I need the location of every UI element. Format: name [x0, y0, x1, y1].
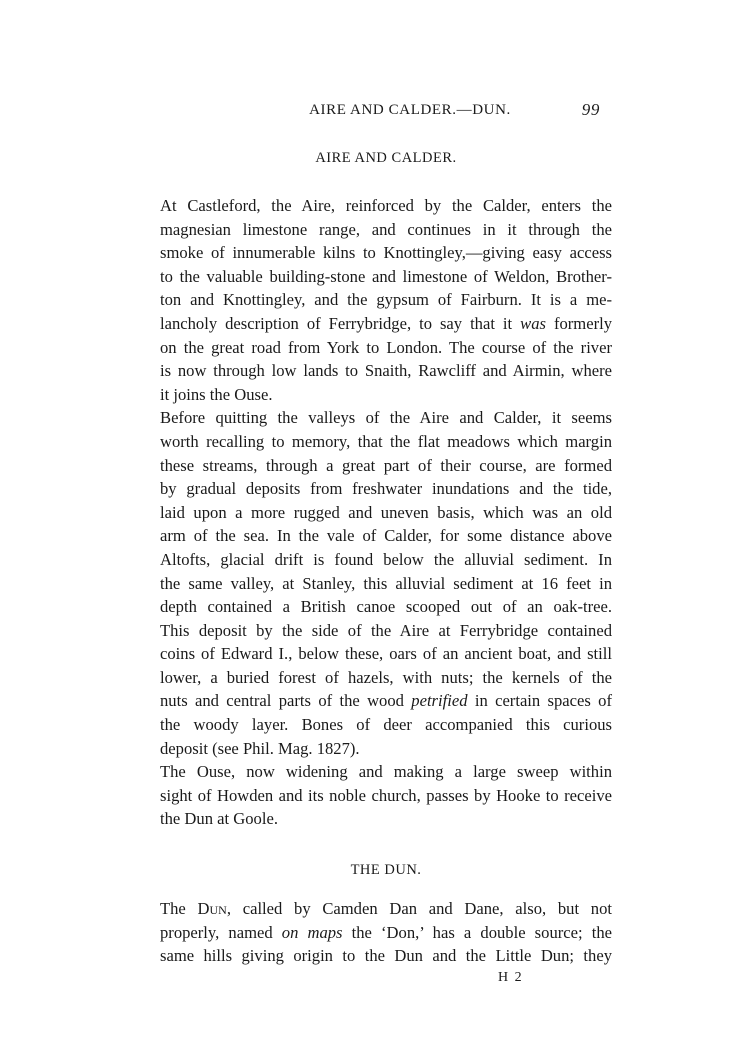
text-line: coins of Edward I., below these, oars of an ancient boat, and still	[160, 644, 612, 664]
text-line: At Castleford, the Aire, reinforced by the Calder, enters the	[160, 196, 612, 215]
text-line: worth recalling to memory, that the flat meadows which margin	[160, 431, 612, 451]
text-line: laid upon a more rugged and uneven basis, which was an old	[160, 502, 612, 522]
text-line: the Dun at Goole.	[160, 809, 278, 829]
text-line: these streams, through a great part of their course, are formed	[160, 455, 612, 475]
text-line: ton and Knottingley, and the gypsum of Fairburn. It is a me-	[160, 290, 612, 310]
text-line: is now through low lands to Snaith, Rawcliff and Airmin, where	[160, 361, 612, 381]
small-caps-dun: Dun	[197, 899, 227, 918]
text-line: lancholy description of Ferrybridge, to say that it was formerly	[160, 313, 613, 333]
text-line: by gradual deposits from freshwater inundations and the tide,	[160, 479, 612, 499]
text-line: Altofts, glacial drift is found below the alluvial sediment. In	[160, 549, 612, 569]
paragraph-valleys	[160, 406, 612, 760]
section-body-aire-and-calder	[160, 194, 612, 831]
text-line: to the valuable building-stone and limestone of Weldon, Brother-	[160, 266, 612, 286]
text-line: sight of Howden and its noble church, passes by Hooke to receive	[160, 785, 612, 805]
section-body-the-dun	[160, 897, 612, 968]
text-line: it joins the Ouse.	[160, 384, 273, 404]
paragraph-dun	[160, 897, 612, 968]
paragraph-castleford	[160, 194, 612, 406]
text-line: deposit (see Phil. Mag. 1827).	[160, 738, 360, 758]
text-line: depth contained a British canoe scooped out of an oak-tree.	[160, 597, 612, 617]
text-line: properly, named on maps the ‘Don,’ has a double source; the	[160, 922, 612, 942]
text-line: lower, a buried forest of hazels, with nuts; the kernels of the	[160, 667, 612, 687]
text-line: on the great road from York to London. The course of the river	[160, 337, 612, 357]
running-head	[150, 102, 600, 126]
text-line: arm of the sea. In the vale of Calder, for some distance above	[160, 526, 612, 546]
running-head-title: AIRE AND CALDER.—DUN.	[309, 102, 511, 118]
text-line: nuts and central parts of the wood petrified in certain spaces of	[160, 691, 612, 711]
signature-mark: H 2	[498, 970, 524, 985]
text-line: magnesian limestone range, and continues in it through the	[160, 219, 612, 239]
page-number: 99	[581, 100, 600, 119]
section-heading-the-dun: THE DUN.	[350, 862, 422, 878]
text-line: the same valley, at Stanley, this alluvial sediment at 16 feet in	[160, 573, 612, 593]
text-line: The Dun, called by Camden Dan and Dane, also, but not	[160, 899, 612, 918]
section-heading-aire-and-calder: AIRE AND CALDER.	[315, 150, 457, 166]
text-line: Before quitting the valleys of the Aire and Calder, it seems	[160, 408, 612, 428]
emphasis-petrified: petrified	[411, 691, 468, 711]
emphasis-was: was	[520, 313, 546, 333]
emphasis-on-maps: on maps	[281, 922, 343, 942]
text-line: the woody layer. Bones of deer accompanied this curious	[160, 715, 612, 735]
text-line: same hills giving origin to the Dun and the Little Dun; they	[160, 946, 612, 966]
paragraph-ouse	[160, 760, 612, 831]
text-line: This deposit by the side of the Aire at Ferrybridge contained	[160, 620, 612, 640]
text-line: smoke of innumerable kilns to Knottingley,—giving easy access	[160, 243, 612, 263]
text-line: The Ouse, now widening and making a large sweep within	[160, 762, 612, 782]
